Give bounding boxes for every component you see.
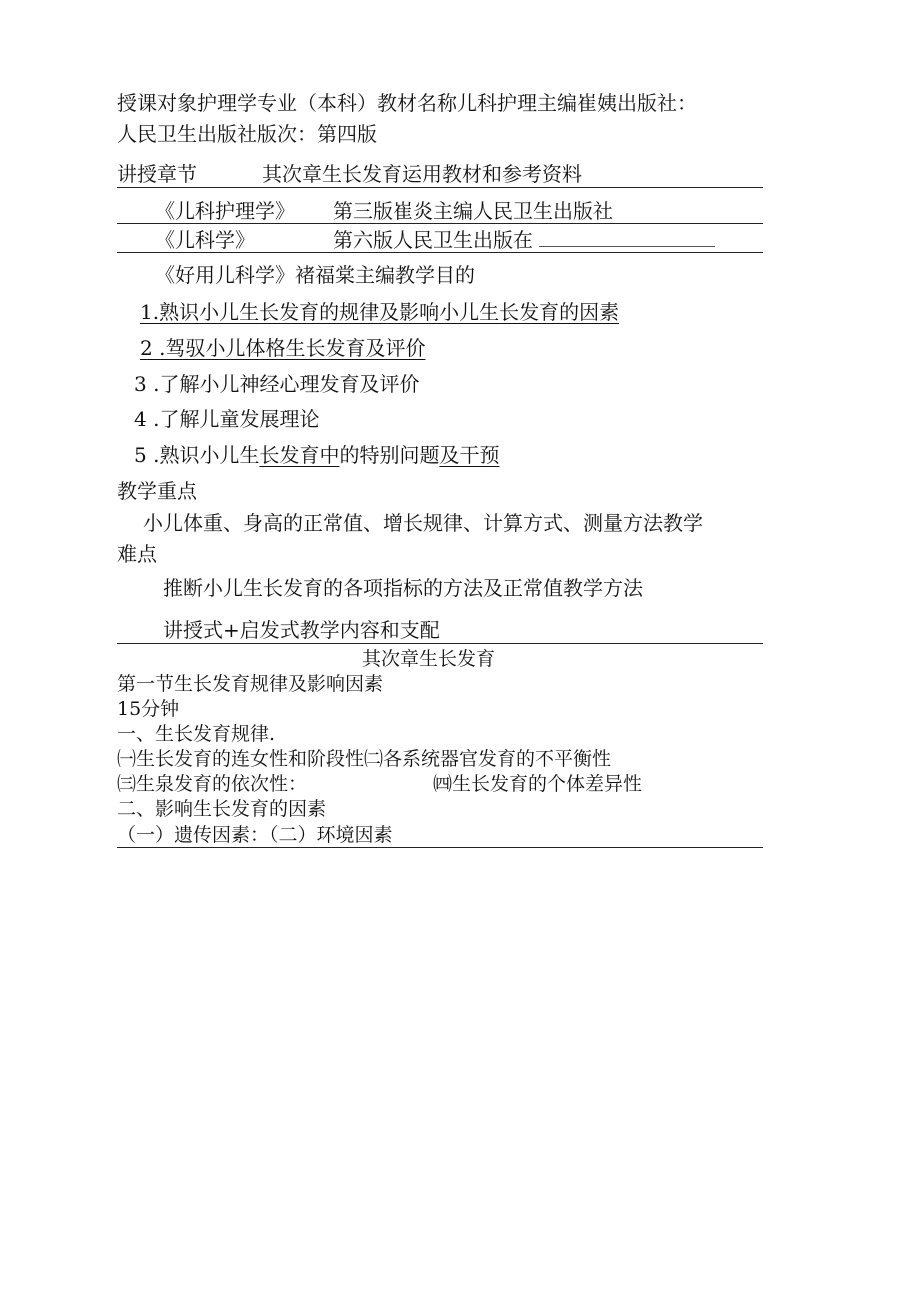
subheading: 二、影响生长发育的因素 — [117, 798, 327, 820]
key-points-heading: 教学重点 — [117, 479, 197, 503]
content-title: 其次章生长发育 — [362, 648, 496, 670]
chapter-value: 其次章生长发育运用教材和参考资料 — [262, 162, 582, 186]
reference-title: 《好用儿科学》褚福棠主编教学目的 — [155, 263, 475, 287]
key-points-line: 小儿体重、身高的正常值、增长规律、计算方式、测量方法教学 — [143, 511, 703, 535]
divider — [117, 252, 763, 253]
section-heading: 第一节生长发育规律及影响因素 — [117, 673, 384, 695]
reference-detail: 第三版崔炎主编人民卫生出版社 — [333, 199, 613, 223]
content-item: ㈠生长发育的连女性和阶段性㈡各系统器官发育的不平衡性 — [117, 748, 612, 770]
content-item: ㈢生泉发育的依次性： — [117, 773, 308, 795]
objective-text: 5 .熟识小儿生 — [134, 443, 260, 467]
chapter-label: 讲授章节 — [117, 162, 197, 186]
objective-text-underlined: 及干预 — [439, 443, 500, 467]
reference-detail-line — [333, 230, 715, 250]
subheading: 一、生长发育规律. — [117, 723, 276, 745]
divider — [117, 643, 763, 644]
reference-title: 《儿科学》 — [155, 228, 255, 252]
method-line: 讲授式+启发式教学内容和支配 — [163, 618, 440, 642]
divider — [117, 847, 763, 848]
objective-item — [134, 445, 499, 465]
header-line-1: 授课对象护理学专业（本科）教材名称儿科护理主编崔姨出版社： — [117, 91, 697, 115]
difficulty-line: 推断小儿生长发育的各项指标的方法及正常值教学方法 — [163, 576, 643, 600]
objective-text: 的特别问题 — [339, 443, 440, 467]
reference-detail: 第六版人民卫生出版在 — [333, 228, 533, 252]
divider — [117, 187, 763, 188]
content-item: （一）遗传因素：（二）环境因素 — [117, 824, 393, 846]
duration: 15分钟 — [117, 698, 180, 720]
content-item: ㈣生长发育的个体差异性 — [433, 773, 643, 795]
objective-item: 2 .驾驭小儿体格生长发育及评价 — [140, 336, 426, 360]
objective-item: 4 .了解儿童发展理论 — [134, 407, 320, 431]
blank-line — [539, 244, 715, 247]
header-line-2: 人民卫生出版社版次：第四版 — [117, 122, 377, 146]
divider — [117, 223, 763, 224]
key-points-line: 难点 — [117, 542, 157, 566]
objective-text-underlined: 长发育中 — [259, 443, 340, 467]
objective-item: 1.熟识小儿生长发育的规律及影响小儿生长发育的因素 — [140, 300, 620, 324]
objective-item: 3 .了解小儿神经心理发育及评价 — [134, 372, 420, 396]
reference-title: 《儿科护理学》 — [155, 199, 295, 223]
